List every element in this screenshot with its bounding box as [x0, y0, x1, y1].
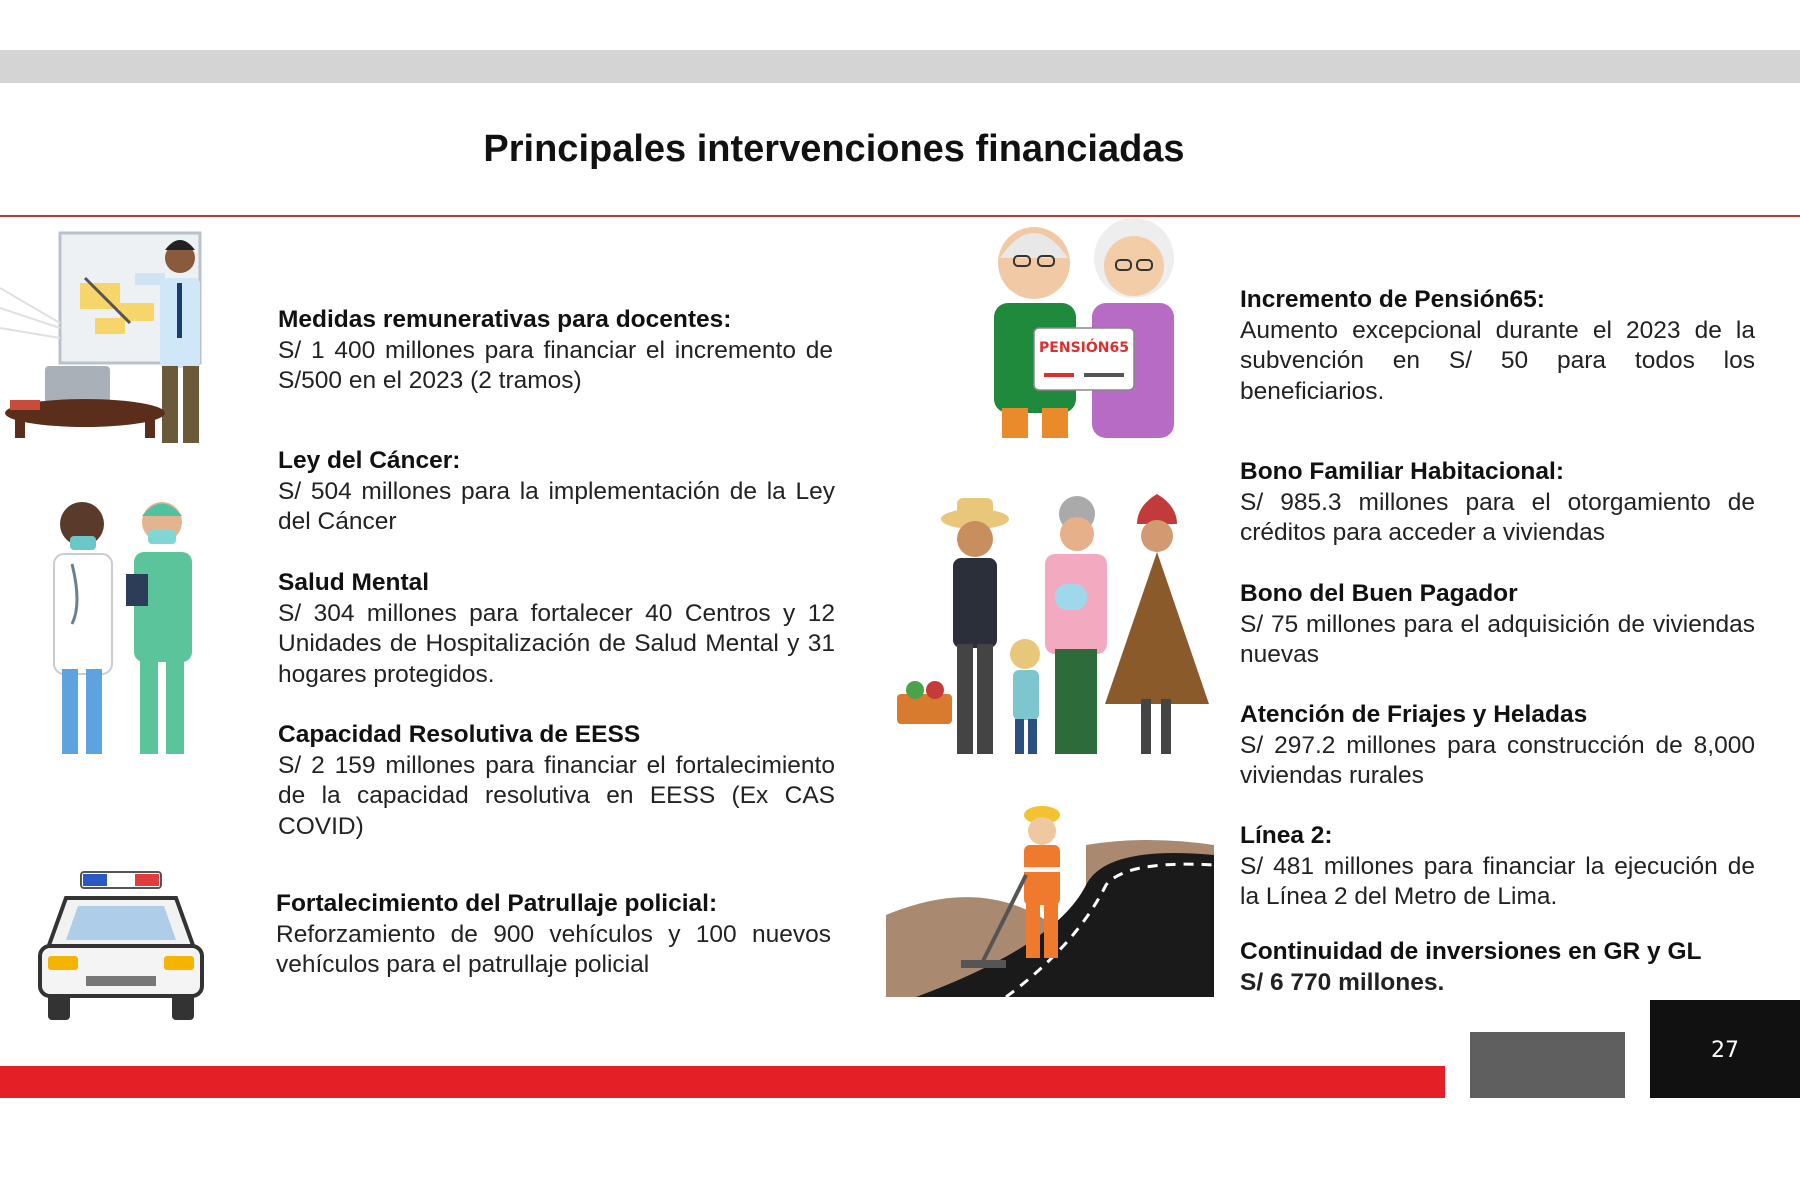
item-body: Reforzamiento de 900 vehículos y 100 nuevos vehículos para el patrullaje policial [276, 920, 831, 978]
left-item-docentes [278, 305, 833, 397]
item-heading: Salud Mental [278, 569, 430, 596]
item-heading: Bono del Buen Pagador [1240, 580, 1518, 607]
footer-gray-block [1470, 1032, 1625, 1098]
footer-red-bar [0, 1066, 1445, 1098]
pension65-elders-illustration [984, 218, 1184, 438]
item-heading: Medidas remunerativas para docentes: [278, 306, 732, 333]
teacher-illustration [0, 228, 230, 443]
page-number: 27 [1711, 1038, 1739, 1063]
item-heading: Incremento de Pensión65: [1240, 286, 1545, 313]
left-item-salud-mental [278, 568, 835, 690]
police-car-illustration [36, 868, 206, 1023]
top-gray-band [0, 50, 1800, 83]
right-item-friajes [1240, 700, 1755, 792]
item-heading: Atención de Friajes y Heladas [1240, 701, 1588, 728]
item-body: S/ 985.3 millones para el otorgamiento de créditos para acceder a viviendas [1240, 488, 1755, 546]
item-heading: Capacidad Resolutiva de EESS [278, 721, 641, 748]
medical-staff-illustration [42, 494, 212, 764]
item-body: S/ 75 millones para el adquisición de viviendas nuevas [1240, 610, 1755, 668]
item-heading: Fortalecimiento del Patrullaje policial: [276, 890, 718, 917]
left-item-eess [278, 720, 835, 842]
item-body: S/ 304 millones para fortalecer 40 Centros y 12 Unidades de Hospitalización de Salud Mental y 31 hogares protegidos. [278, 599, 835, 688]
right-item-gr-gl [1240, 937, 1755, 998]
item-heading: Línea 2: [1240, 822, 1333, 849]
page-title: Principales intervenciones financiadas [483, 128, 1185, 170]
rural-family-illustration [895, 494, 1213, 759]
item-body: S/ 504 millones para la implementación de la Ley del Cáncer [278, 477, 835, 535]
item-body: S/ 6 770 millones. [1240, 968, 1445, 996]
item-heading: Bono Familiar Habitacional: [1240, 458, 1564, 485]
right-item-buen-pagador [1240, 579, 1755, 671]
item-heading: Ley del Cáncer: [278, 447, 461, 474]
item-body: Aumento excepcional durante el 2023 de la subvención en S/ 50 para todos los beneficiarios. [1240, 316, 1755, 405]
item-body: S/ 297.2 millones para construcción de 8,000 viviendas rurales [1240, 731, 1755, 789]
left-item-patrullaje [276, 889, 831, 981]
title-divider [0, 215, 1800, 217]
pension65-sign-text: PENSIÓN65 [1039, 340, 1129, 356]
item-heading: Continuidad de inversiones en GR y GL [1240, 938, 1702, 965]
right-item-bono-familiar [1240, 457, 1755, 549]
left-item-cancer [278, 446, 835, 538]
item-body: S/ 2 159 millones para financiar el fortalecimiento de la capacidad resolutiva en EESS (Ex CAS COVID) [278, 751, 835, 840]
right-item-pension65 [1240, 285, 1755, 407]
item-body: S/ 1 400 millones para financiar el incremento de S/500 en el 2023 (2 tramos) [278, 336, 833, 394]
right-item-linea2 [1240, 821, 1755, 913]
item-body: S/ 481 millones para financiar la ejecución de la Línea 2 del Metro de Lima. [1240, 852, 1755, 910]
road-worker-illustration [886, 805, 1214, 997]
